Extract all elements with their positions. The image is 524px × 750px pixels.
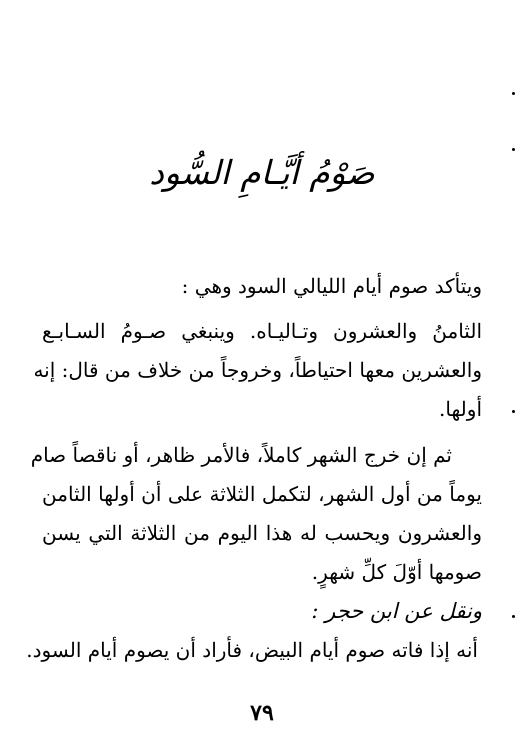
text-line: والعشرين معها احتياطاً، وخروجاً من خلاف من قال: إنه: [33, 358, 482, 382]
text-line: ثم إن خرج الشهر كاملاً، فالأمر ظاهر، أو ناقصاً صام: [30, 443, 452, 467]
text-line: والعشرون ويحسب له هذا اليوم من الثلاثة التي يسن: [42, 521, 482, 545]
text-line: صومها أوّلَ كلِّ شهرٍ.: [311, 560, 482, 584]
text-line: أولها.: [439, 397, 482, 421]
text-line: يوماً من أول الشهر، لتكمل الثلاثة على أن أولها الثامن: [42, 482, 482, 506]
text-line: أنه إذا فاته صوم أيام البيض، فأراد أن يصوم أيام السود.: [26, 638, 478, 662]
text-line: الثامنُ والعشرون وتـاليـاه. وينبغي صـومُ السـابـع: [42, 319, 482, 343]
section-subheading: ونقل عن ابن حجر :: [311, 599, 482, 623]
page-title: صَوْمُ أيَّـامِ السُّود: [149, 153, 375, 192]
margin-mark: [512, 410, 515, 413]
page-number: ٧٩: [250, 700, 274, 726]
margin-mark: [512, 92, 515, 95]
margin-mark: [512, 615, 515, 618]
text-line: ويتأكد صوم أيام الليالي السود وهي :: [181, 274, 482, 298]
